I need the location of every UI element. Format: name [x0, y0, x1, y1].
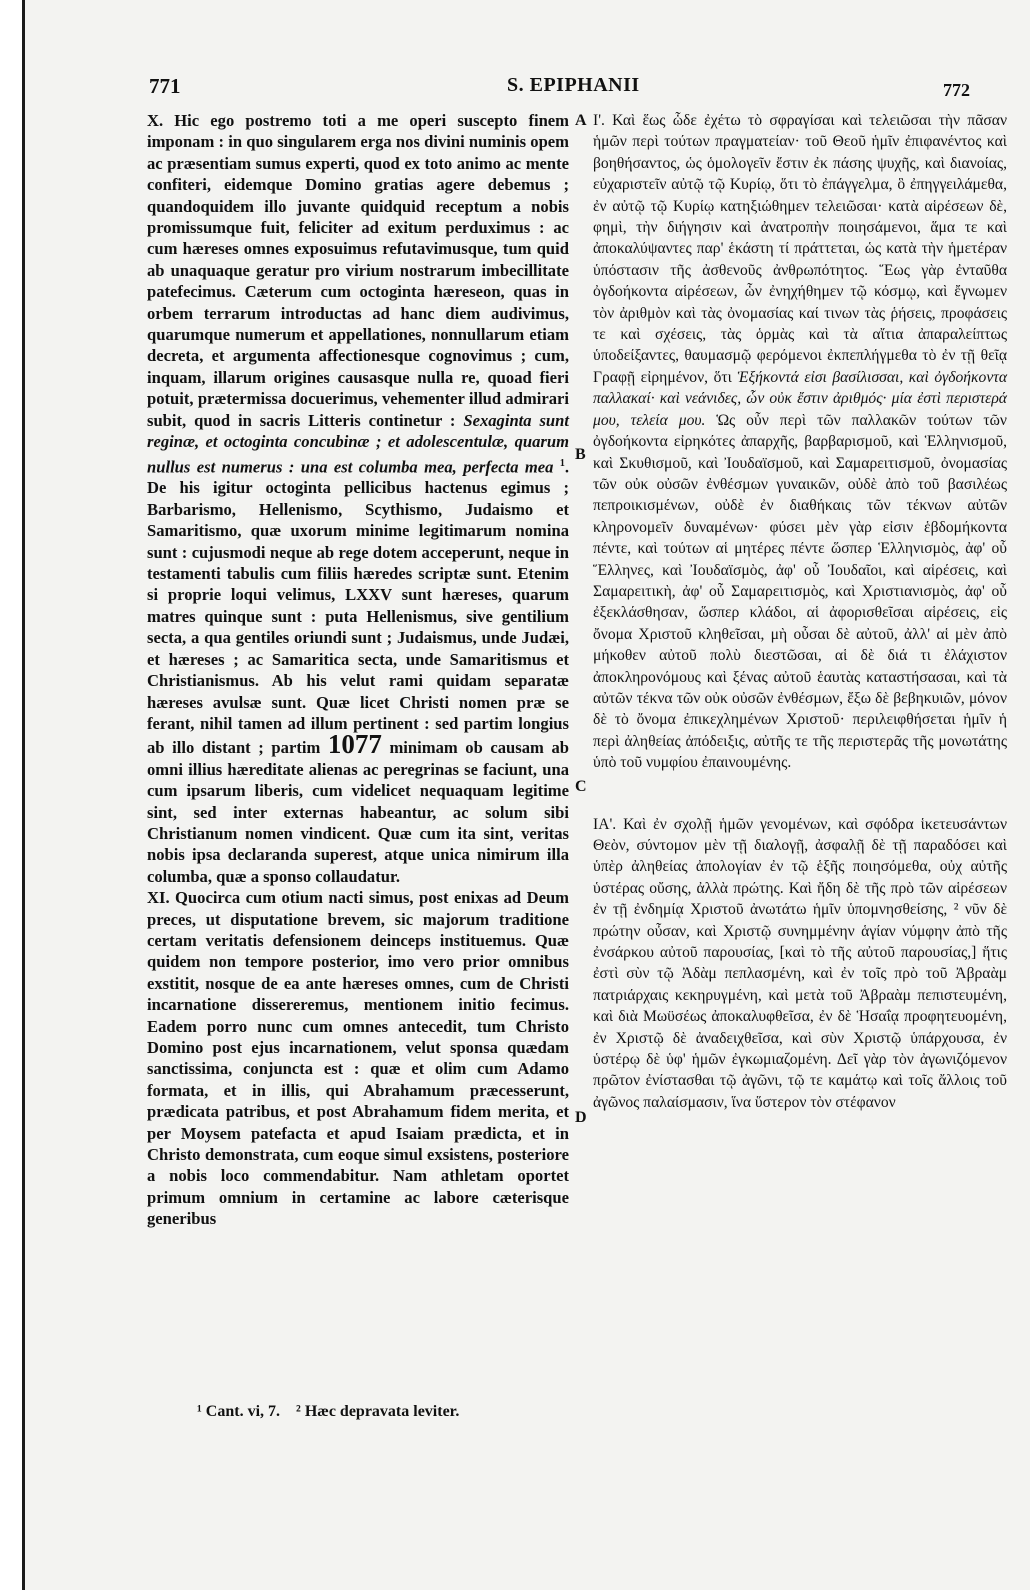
latin-text: minimam ob causam ab omni illius hæreditate alienas ac peregrinas se faciunt, una cum ipsarum liberis, cum videlicet nequaquam legitime sint, sed inter externas habeantur, ac solum sibi Christianum nomen vindicent. Quæ cum ita sint, veritas nobis ipsa declaranda superest, atque unica nimirum illa columba, quæ a sponso collaudatur. — [147, 738, 569, 886]
page-number-left: 771 — [149, 74, 181, 98]
latin-text: X. Hic ego postremo toti a me operi suscepto finem imponam : in quo singularem erga nos divini numinis opem ac præsentiam sumus experti, quod ex toto animo ac mente confiteri, eidemque Domino gratias agere debemus ; quandoquidem illo juvante quidquid receptum a nobis promissumque fuit, feliciter ad exitum perduximus : ac cum hæreses omnes exposuimus refutavimusque, tum quid ab unaquaque geratur pro virium nostrarum imbecillitate patefecimus. Cæterum cum octoginta hæreseon, quas in orbem terrarum introductas ad hanc diem audivimus, quarumque numerum et appellationes, nonnullarum etiam decreta, et argumenta affectionesque cognovimus ; cum, inquam, illarum origines causasque nulla re, quoad fieri potuit, prætermissa docuerimus, vehementer illud admirari subit, quod in sacris Litteris continetur : — [147, 111, 569, 430]
footnote-1: ¹ Cant. vi, 7. — [197, 1403, 281, 1420]
latin-paragraph-x — [147, 110, 569, 887]
greek-text: ΙΑ'. Καὶ ἐν σχολῇ ἡμῶν γενομένων, καὶ σφόδρα ἱκετευσάντων Θεὸν, σύντομον μὲν τῇ διαλογῇ, ἀσφαλῇ δὲ τῇ παραδόσει καὶ ὑπὲρ ἀληθείας ἀπολογίαν ἐν τῷ ἑξῆς ποιησόμεθα, οὐχ αὐτῆς ὑστέρας οὔσης, ἀλλὰ πρώτης. Καὶ ἤδη δὲ τῆς πρὸ τῶν αἱρέσεων ἐν τῇ ἐνδημίᾳ Χριστοῦ ἀνωτάτω ἡμῖν ὑπομνησθείσης, ² νῦν δὲ πρώτην οὖσαν, καὶ Χριστῷ συνημμένην ἁγίαν νύμφην ἀπὸ τῆς ἐνσάρκου αὐτοῦ παρουσίας, [καὶ τὸ τῆς αὐτοῦ παρουσίας,] ἥτις ἐστὶ σὺν τῷ Ἀδὰμ πεπλασμένη, καὶ ἐν τοῖς πρὸ τοῦ Ἀβραὰμ πατριάρχαις κεκηρυγμένη, καὶ μετὰ τοῦ Ἀβραὰμ πεπιστευμένη, καὶ διὰ Μωϋσέως ἀποκαλυφθεῖσα, ἐν δὲ Ἡσαΐᾳ προφητευομένη, ἐν Χριστῷ δὲ ἀναδειχθεῖσα, καὶ σὺν Χριστῷ ὑπάρχουσα, ἐν ὑστέρῳ δὲ ὑφ' ἡμῶν ἐγκωμιαζομένη. Δεῖ γὰρ τὸν ἀγωνιζόμενον πρῶτον ἐνίστασθαι τῷ ἀγῶνι, τῷ τε καμάτῳ καὶ τοῖς ἄλλοις τοῦ ἀγῶνος παλαίσμασιν, ἵνα ὕστερον τὸν στέφανον — [593, 815, 1007, 1111]
footnotes — [197, 1403, 617, 1421]
latin-column — [147, 110, 569, 1230]
margin-marker-b: B — [575, 446, 586, 463]
greek-paragraph-ia — [593, 814, 1007, 1114]
greek-column — [593, 110, 1007, 1113]
page — [22, 0, 1030, 1590]
running-title: S. EPIPHANII — [507, 74, 640, 96]
page-number-right: 772 — [943, 80, 970, 100]
footnote-ref: 1 — [559, 457, 565, 469]
greek-scripture-quote: Ἑξήκοντά εἰσι βασίλισσαι, καὶ ὀγδοήκοντα παλλακαί· καὶ νεάνιδες, ὧν οὐκ ἔστιν ἀριθμός· μία ἐστὶ περιστερά μου, τελεία μου. — [593, 368, 1008, 429]
greek-paragraph-i — [593, 110, 1007, 774]
greek-text: Ι'. Καὶ ἕως ὧδε ἐχέτω τὸ σφραγίσαι καὶ τελειῶσαι τὴν πᾶσαν ἡμῶν περὶ τούτων πραγματείαν· τοῦ Θεοῦ ἡμῖν ἐπιφανέντος καὶ βοηθήσαντος, ὡς ὁμολογεῖν ἔστιν ἐκ πάσης ψυχῆς, καὶ διανοίας, εὐχαριστεῖν αὐτῷ τῷ Κυρίῳ, ὅτι τὸ ἐπάγγελμα, ὃ ἐπηγγειλάμεθα, ἐν αὐτῷ τῷ Κυρίῳ κατηξιώθημεν τελειῶσαι· κατὰ αἱρέσεων δὲ, φημὶ, τὴν διήγησιν καὶ ἀνατροπὴν ποιησάμενοι, ἅμα τε καὶ ἀποκαλύψαντες παρ' ἑκάστη τί πράττεται, ὡς κατὰ τὴν ἡμετέραν ὑπόστασιν τῆς ἀσθενοῦς ἀνθρωπότητος. Ἕως γὰρ ἐνταῦθα ὀγδοήκοντα αἱρέσεων, ὧν ἐνηχήθημεν τῷ κόσμῳ, καὶ ἔγνωμεν τὸν ἀριθμὸν καὶ τὰς ὀνομασίας καί τινων τὰς ῥήσεις, προφάσεις τε καὶ σχέσεις, τὰς ὁρμὰς καὶ τὰ αἴτια ἀπαραλείπτως ὑποδείξαντες, θαυμασμῷ φερόμενοι ἐκπεπλήγμεθα τὸ ἐν τῇ θεῖᾳ Γραφῇ εἰρημένον, ὅτι — [593, 112, 1007, 386]
latin-text: . De his igitur octoginta pellicibus hactenus egimus ; Barbarismo, Hellenismo, Scythismo, Judaismo et Samaritismo, quæ uxorum minime legitimarum nomina sunt : cujusmodi neque ab rege dotem acceperunt, neque in testamenti tabulis cum filiis hæredes scriptæ sunt. Etenim si proprie loqui velimus, LXXV sunt hæreses, quarum matres quinque sunt : puta Hellenismus, sive gentilium secta, a qua gentiles oriundi sunt ; Judaismus, unde Judæi, et hæreses ; ac Samaritica secta, unde Samaritismus et Christianismus. Ab his velut rami quidam separatæ hæreses avulsæ sunt. Quæ licet Christi nomen præ se ferant, nihil tamen ad illum pertinent : sed partim longius ab illo distant ; partim — [147, 457, 569, 758]
running-header — [25, 74, 1030, 104]
latin-text: XI. Quocirca cum otium nacti simus, post enixas ad Deum preces, ut disputatione brevem, sic majorum traditione certam veritatis defensionem deinceps instituemus. Quæ quidem non tempore posterior, imo vero prior omnibus exstitit, nosque de ea ante hæreses omnes, cum de Christi incarnatione dissereremus, mentionem initio fecimus. Eadem porro nunc cum omnes antecedit, tum Christo Domino post ejus incarnationem, velut sponsa quædam sanctissima, conjuncta est : quæ et olim cum Adamo formata, et in illis, qui Abrahamum præcesserunt, prædicata patribus, et post Abrahamum fidem merita, et per Moysem patefacta et apud Isaiam prædicta, et in Christo demonstrata, cum eoque simul exsistens, posteriore a nobis loco commendabitur. Nam athletam oportet primum omnium in certamine ac labore cæterisque generibus — [147, 888, 569, 1229]
footnote-2: ² Hæc depravata leviter. — [296, 1403, 460, 1420]
margin-marker-a: A — [575, 112, 587, 129]
margin-marker-d: D — [575, 1109, 587, 1126]
column-number-marker: 1077 — [327, 729, 382, 760]
margin-marker-c: C — [575, 778, 587, 795]
latin-paragraph-xi — [147, 887, 569, 1230]
latin-scripture-quote: Sexaginta sunt reginæ, et octoginta concubinæ ; et adolescentulæ, quarum nullus est numerus : una est columba mea, perfecta mea — [147, 410, 569, 477]
greek-text: Ὡς οὖν περὶ τῶν παλλακῶν τούτων τῶν ὀγδοήκοντα εἰρηκότες ἀπαρχῆς, βαρβαρισμοῦ, καὶ Ἑλληνισμοῦ, καὶ Σκυθισμοῦ, καὶ Ἰουδαϊσμοῦ, καὶ Σαμαρειτισμοῦ, ὀνομασίας τῶν οὐκ οὐσῶν ἐνθέσμων γυναικῶν, οὐδὲ ἀπὸ τοῦ βασιλέως πεπροικισμένων, οὐδὲ ἐν διαθήκαις τῶν τέκνων αὐτῶν κληρονομεῖν δυναμένων· φύσει μὲν γὰρ εἰσιν ἑβδομήκοντα πέντε, καὶ τούτων αἱ μητέρες πέντε ὥσπερ Ἑλληνισμὸς, ἀφ' οὗ Ἕλληνες, καὶ Ἰουδαϊσμὸς, ἀφ' οὗ Ἰουδαῖοι, καὶ αἱρέσεις, καὶ Σαμαρειτικὴ, ἀφ' οὗ Σαμαρειτισμὸς, καὶ Χριστιανισμὸς, ἀφ' οὗ ἐξεκλάσθησαν, ὥσπερ κλάδοι, αἱ ἀφορισθεῖσαι αἱρέσεις, εἰς ὄνομα Χριστοῦ κληθεῖσαι, μὴ οὖσαι δὲ αὐτοῦ, ἀλλ' αἱ μὲν ἀπὸ μήκοθεν αὐτοῦ πολὺ διεστῶσαι, αἱ δὲ διά τι ἐλάχιστον ἀποκληρονόμους καὶ ξένας αὐτοῦ ἑαυτὰς καταστήσασαι, καὶ τὰ αὐτῶν τέκνα τῶν οὐκ οὐσῶν ἐνθέσμων, ἔξω δὲ βεβηκυιῶν, μόνον δὲ τὸ ὄνομα ἐπικεχλημένων Χριστοῦ· περιλειφθήσεται ἡμῖν ἡ περὶ ἀληθείας ἀπόδειξις, αὐτῆς τε τῆς περιστερᾶς τῆς μονωτάτης ὑπὸ τοῦ νυμφίου ἐπαινουμένης. — [593, 411, 1007, 772]
